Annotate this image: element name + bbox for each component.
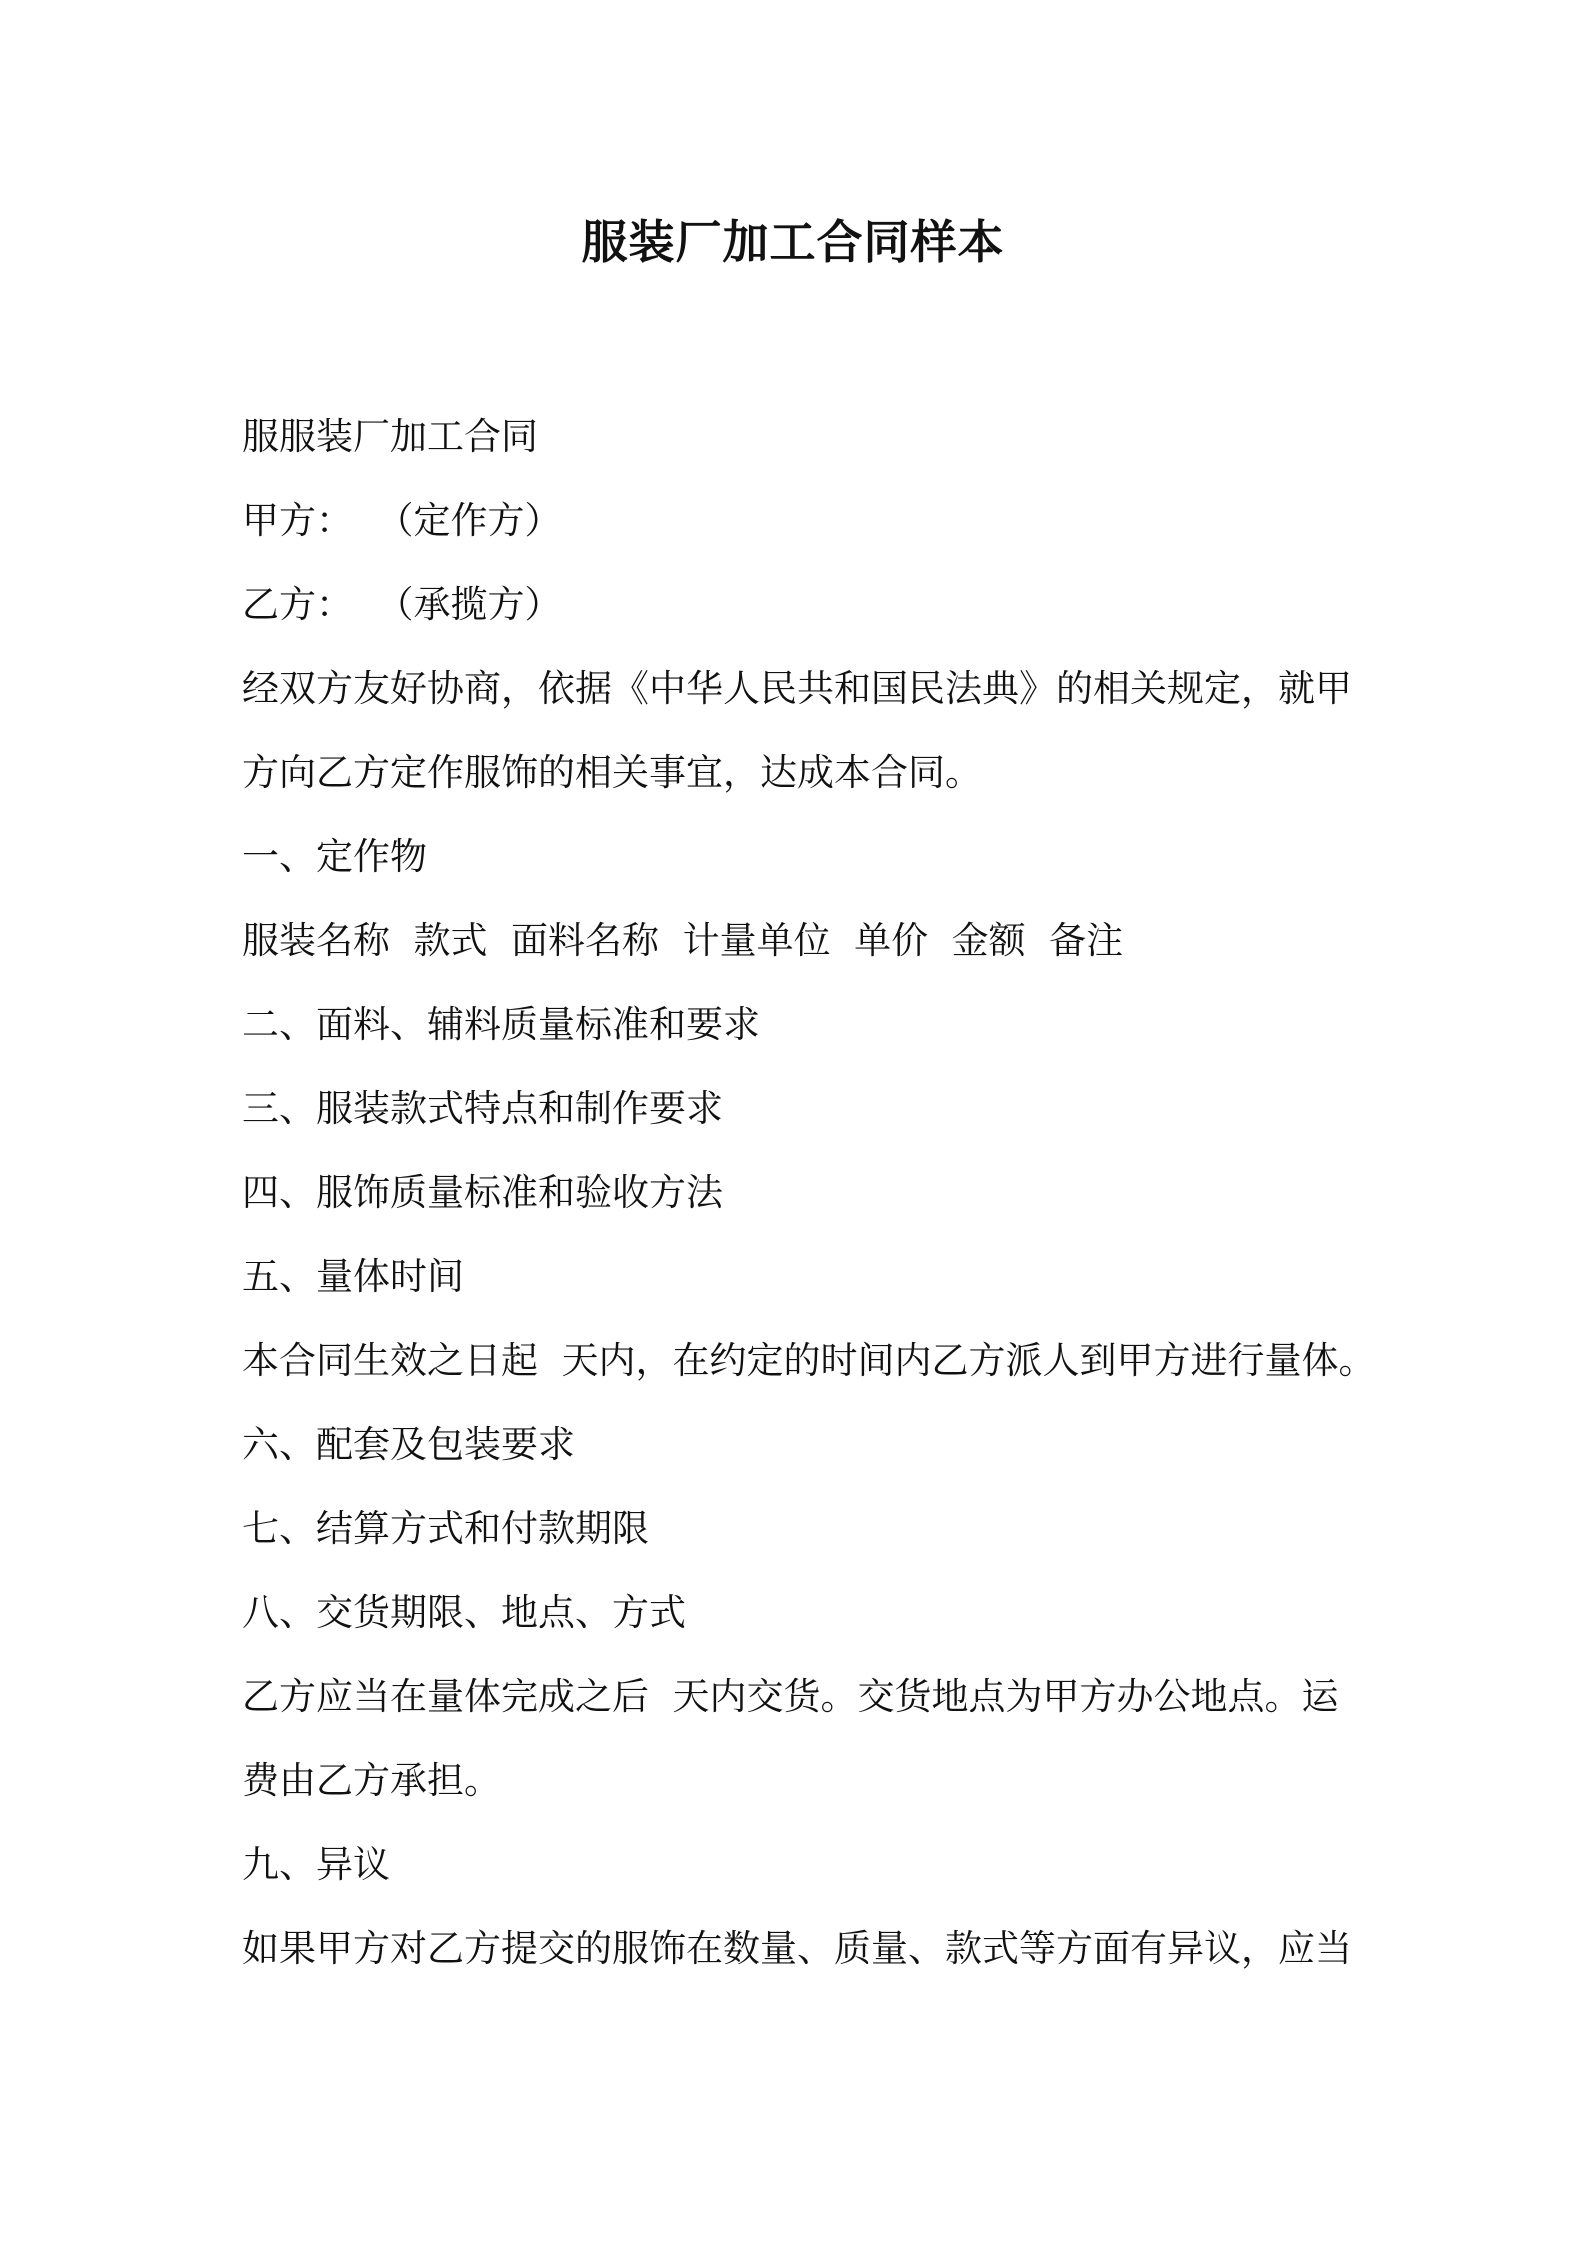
section-2-heading: 二、面料、辅料质量标准和要求 — [242, 1003, 760, 1046]
section-6-heading: 六、配套及包装要求 — [242, 1423, 575, 1466]
section-8-body-line-1: 乙方应当在量体完成之后 天内交货。交货地点为甲方办公地点。运 — [242, 1675, 1339, 1718]
document-title: 服装厂加工合同样本 — [581, 215, 1005, 269]
party-a-line: 甲方： （定作方） — [242, 499, 562, 542]
section-3-heading: 三、服装款式特点和制作要求 — [242, 1087, 723, 1130]
section-9-body-line-1: 如果甲方对乙方提交的服饰在数量、质量、款式等方面有异议，应当 — [242, 1927, 1352, 1970]
section-9-heading: 九、异议 — [242, 1843, 390, 1886]
contract-heading: 服服装厂加工合同 — [242, 415, 538, 458]
party-b-line: 乙方： （承揽方） — [242, 583, 562, 626]
section-1-columns: 服装名称 款式 面料名称 计量单位 单价 金额 备注 — [242, 919, 1124, 962]
section-5-body: 本合同生效之日起 天内，在约定的时间内乙方派人到甲方进行量体。 — [242, 1339, 1376, 1382]
section-7-heading: 七、结算方式和付款期限 — [242, 1507, 649, 1550]
section-8-heading: 八、交货期限、地点、方式 — [242, 1591, 686, 1634]
preamble-line-1: 经双方友好协商，依据《中华人民共和国民法典》的相关规定，就甲 — [242, 667, 1352, 710]
section-5-heading: 五、量体时间 — [242, 1255, 464, 1298]
preamble-line-2: 方向乙方定作服饰的相关事宜，达成本合同。 — [242, 751, 982, 794]
section-8-body-line-2: 费由乙方承担。 — [242, 1759, 501, 1802]
section-1-heading: 一、定作物 — [242, 835, 427, 878]
section-4-heading: 四、服饰质量标准和验收方法 — [242, 1171, 723, 1214]
